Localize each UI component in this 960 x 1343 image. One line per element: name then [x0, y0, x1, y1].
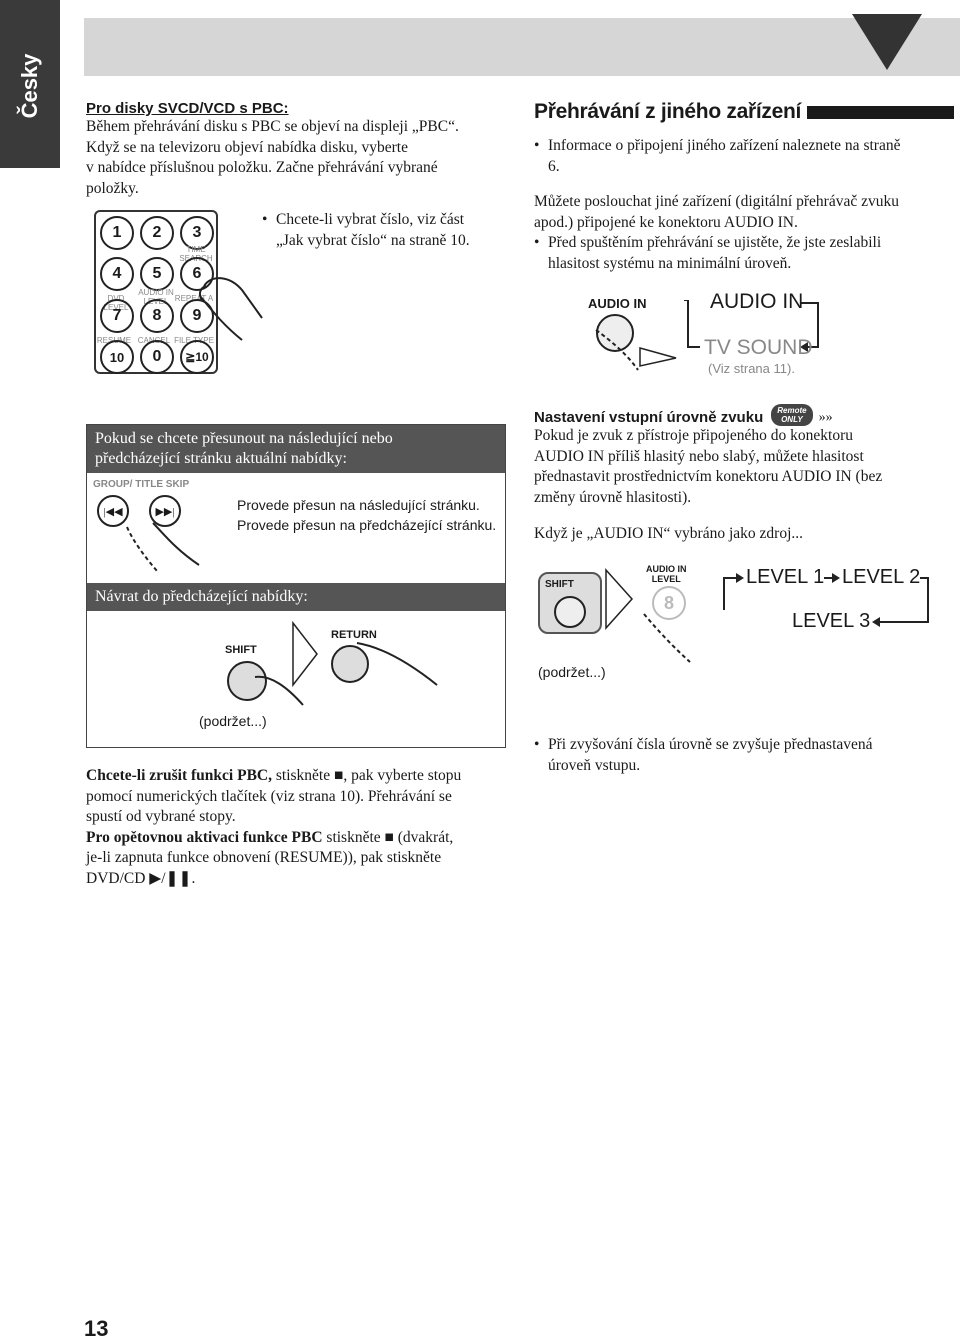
pbc-section	[86, 100, 506, 199]
bullet-line: • Při zvyšování čísla úrovně se zvyšuje přednastavená	[548, 736, 873, 753]
audio-in-button-label: AUDIO IN	[588, 296, 647, 311]
cancel-pbc-text: spustí od vybrané stopy.	[86, 808, 236, 825]
shift-label: SHIFT	[225, 644, 257, 656]
signal-icon: »»	[818, 410, 833, 425]
pressing-hand-icon	[196, 272, 266, 348]
other-device-section	[534, 100, 954, 274]
desc-next: Provede přesun na následující stránku.	[237, 497, 480, 513]
para-line: apod.) připojené ke konektoru AUDIO IN.	[534, 213, 798, 231]
key-5[interactable]: 5	[140, 257, 174, 291]
resume-label: RESUME	[96, 336, 132, 345]
menu-navigation-box	[86, 424, 506, 748]
pbc-heading: Pro disky SVCD/VCD s PBC:	[86, 100, 289, 117]
level-1: LEVEL 1	[746, 566, 825, 588]
audio-in-level-label: AUDIO IN LEVEL	[138, 288, 174, 306]
choose-number-note	[262, 210, 526, 251]
key-3[interactable]: 3	[180, 216, 214, 250]
language-label: Česky	[17, 53, 42, 119]
cancel-pbc-section	[86, 766, 526, 889]
hold-note: (podržet...)	[538, 664, 606, 680]
input-level-line: změny úrovně hlasitosti).	[534, 488, 692, 506]
input-level-section	[534, 404, 954, 545]
para-line: Můžete poslouchat jiné zařízení (digitální přehrávač zvuku	[534, 193, 899, 210]
input-level-line: Pokud je zvuk z přístroje připojeného do konektoru	[534, 427, 853, 444]
cancel-pbc-text: stiskněte ■, pak vyberte stopu	[271, 767, 462, 784]
cancel-pbc-text: je-li zapnuta funkce obnovení (RESUME)), pak stiskněte	[86, 849, 442, 866]
bullet-line: • Před spuštěním přehrávání se ujistěte, že jste zeslabili	[548, 234, 882, 251]
key-6[interactable]: 6	[180, 257, 214, 291]
repeat-label: REPEAT A	[174, 294, 214, 303]
cancel-pbc-text: DVD/CD ▶/❚❚.	[86, 869, 196, 887]
remote-only-badge	[771, 404, 812, 426]
option-audio-in: AUDIO IN	[710, 290, 804, 313]
skip-prev-icon: |◀◀	[103, 505, 123, 518]
shift-label: SHIFT	[545, 579, 574, 590]
key-label-line: AUDIO IN	[646, 564, 687, 574]
key-8[interactable]: 8	[140, 299, 174, 333]
badge-line: ONLY	[781, 415, 803, 424]
pbc-line: Během přehrávání disku s PBC se objeví na displeji „PBC“.	[86, 118, 459, 135]
key-0[interactable]: 0	[140, 340, 174, 374]
header-triangle-icon	[852, 14, 922, 70]
level-3: LEVEL 3	[792, 610, 871, 632]
desc-prev: Provede přesun na předcházející stránku.	[237, 517, 497, 533]
file-type-label: FILE TYPE	[174, 336, 214, 345]
group-title-skip-label: GROUP/ TITLE SKIP	[93, 479, 190, 490]
return-heading: Návrat do předcházející nabídky:	[87, 583, 505, 611]
see-page-note: (Viz strana 11).	[708, 361, 795, 376]
key-2[interactable]: 2	[140, 216, 174, 250]
input-level-line: přednastavit prostřednictvím konektoru AUDIO IN (bez	[534, 468, 883, 485]
shift-button[interactable]	[554, 596, 586, 628]
return-label: RETURN	[331, 629, 377, 641]
skip-next-icon: ▶▶|	[155, 505, 175, 518]
shift-key-box	[538, 572, 602, 634]
dvd-level-label: DVD LEVEL	[103, 294, 129, 312]
key-7[interactable]: 7	[100, 299, 134, 333]
bullet-line: „Jak vybrat číslo“ na straně 10.	[276, 231, 470, 249]
pbc-line: položky.	[86, 179, 139, 197]
audio-in-level-label	[646, 564, 687, 584]
language-tab	[0, 0, 60, 168]
option-tv-sound: TV SOUND	[704, 336, 813, 359]
bullet-line: • Chcete-li vybrat číslo, viz část	[276, 211, 465, 228]
bullet-line: úroveň vstupu.	[548, 756, 641, 774]
title-rule	[807, 106, 954, 119]
hold-note: (podržet...)	[199, 713, 267, 729]
bullet-line: hlasitost systému na minimální úroveň.	[548, 254, 792, 272]
pressing-hand-icon	[337, 641, 467, 701]
key-9[interactable]: 9	[180, 299, 214, 333]
cancel-pbc-text: pomocí numerických tlačítek (viz strana 10). Přehrávání se	[86, 787, 452, 805]
arrow-right-icon	[604, 568, 634, 630]
level-increase-note	[534, 735, 960, 776]
heading-line: předcházející stránku aktuální nabídky:	[95, 450, 347, 467]
pressing-hand-icon	[640, 608, 720, 668]
page-number: 13	[84, 1316, 109, 1341]
level-2: LEVEL 2	[842, 566, 921, 588]
key-label-line: LEVEL	[651, 574, 681, 584]
time-search-label: TIME SEARCH	[179, 245, 213, 263]
bullet-line: 6.	[548, 157, 560, 175]
input-level-line: AUDIO IN příliš hlasitý nebo slabý, můžete hlasitost	[534, 447, 864, 465]
page-move-heading	[87, 425, 505, 473]
pressing-hand-icon	[123, 521, 213, 577]
key-1[interactable]: 1	[100, 216, 134, 250]
key-4[interactable]: 4	[100, 257, 134, 291]
pbc-line: v nabídce příslušnou položku. Začne přehrávání vybrané	[86, 159, 438, 176]
key-10-plus[interactable]: ≧10	[180, 340, 214, 374]
other-device-title: Přehrávání z jiného zařízení	[534, 100, 802, 123]
pbc-line: Když se na televizoru objeví nabídka disku, vyberte	[86, 138, 408, 156]
key-10[interactable]: 10	[100, 340, 134, 374]
badge-line: Remote	[777, 406, 807, 415]
bullet-line: • Informace o připojení jiného zařízení naleznete na straně	[548, 137, 901, 154]
key-8[interactable]: 8	[652, 586, 686, 620]
arrow-right-icon	[291, 621, 319, 687]
heading-line: Pokud se chcete přesunout na následující nebo	[95, 430, 393, 447]
cancel-pbc-text: stiskněte ■ (dvakrát,	[322, 828, 454, 846]
header-bar	[84, 18, 960, 76]
cancel-label: CANCEL	[137, 336, 171, 345]
info-bullet	[534, 136, 954, 177]
cancel-pbc-bold: Chcete-li zrušit funkci PBC,	[86, 767, 272, 784]
volume-bullet	[534, 233, 954, 274]
when-selected-line: Když je „AUDIO IN“ vybráno jako zdroj...	[534, 525, 804, 542]
input-level-heading: Nastavení vstupní úrovně zvuku	[534, 409, 764, 426]
reactivate-pbc-bold: Pro opětovnou aktivaci funkce PBC	[86, 828, 323, 846]
